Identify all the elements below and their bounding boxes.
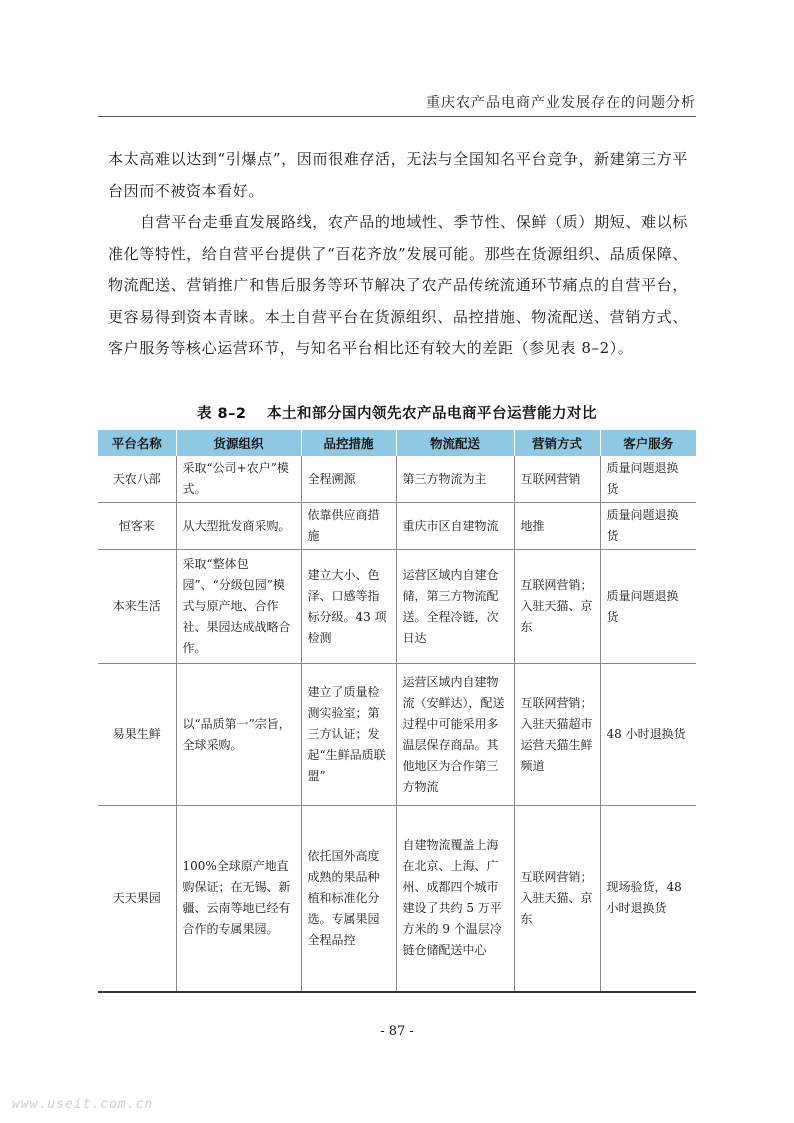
table-row	[98, 806, 696, 992]
watermark: www.useit.com.cn	[12, 1097, 154, 1112]
header-sourcing: 货源组织	[176, 430, 301, 456]
cell-platform-name: 恒客来	[98, 503, 176, 550]
paragraph-1: 本太高难以达到“引爆点”，因而很难存活，无法与全国知名平台竞争，新建第三方平台因而不被资本看好。	[108, 150, 688, 200]
cell-sourcing: 采取“整体包园”、“分级包园”模式与原产地、合作社、果园达成战略合作。	[176, 550, 301, 664]
header-platform-name: 平台名称	[98, 430, 176, 456]
cell-quality-control: 建立大小、色泽、口感等指标分级。43 项检测	[301, 550, 396, 664]
cell-quality-control: 依靠供应商措施	[301, 503, 396, 550]
header-rule	[98, 116, 696, 117]
table-row	[98, 550, 696, 664]
cell-customer-service: 质量问题退换货	[600, 550, 696, 664]
cell-logistics: 重庆市区自建物流	[396, 503, 514, 550]
paragraph-2: 自营平台走垂直发展路线，农产品的地域性、季节性、保鲜（质）期短、难以标准化等特性，给自营平台提供了“百花齐放”发展可能。那些在货源组织、品质保障、物流配送、营销推广和售后服务等环节解决了农产品传统流通环节痛点的自营平台，更容易得到资本青睐。本土自营平台在货源组织、品控措施、物流配送、营销方式、客户服务等核心运营环节，与知名平台相比还有较大的差距（参见表 8–2）。	[108, 213, 688, 357]
cell-platform-name: 天农八部	[98, 456, 176, 503]
header-customer-service: 客户服务	[600, 430, 696, 456]
cell-logistics: 运营区域内自建仓储，第三方物流配送。全程冷链，次日达	[396, 550, 514, 664]
comparison-table	[98, 430, 696, 993]
cell-sourcing: 100%全球原产地直购保证；在无锡、新疆、云南等地已经有合作的专属果园。	[176, 806, 301, 992]
page-number: - 87 -	[380, 1024, 414, 1039]
cell-marketing: 互联网营销；入驻天猫、京东	[514, 806, 600, 992]
table-header-row	[98, 430, 696, 456]
cell-marketing: 互联网营销；入驻天猫超市运营天猫生鲜频道	[514, 664, 600, 806]
table-caption: 表 8–2 本土和部分国内领先农产品电商平台运营能力对比	[196, 406, 598, 422]
cell-logistics: 运营区域内自建物流（安鲜达），配送过程中可能采用多温层保存商品。其他地区为合作第三方物流	[396, 664, 514, 806]
cell-platform-name: 本来生活	[98, 550, 176, 664]
cell-quality-control: 依托国外高度成熟的果品种植和标准化分选。专属果园全程品控	[301, 806, 396, 992]
cell-quality-control: 全程溯源	[301, 456, 396, 503]
cell-platform-name: 易果生鲜	[98, 664, 176, 806]
cell-marketing: 互联网营销；入驻天猫、京东	[514, 550, 600, 664]
cell-customer-service: 现场验货，48 小时退换货	[600, 806, 696, 992]
cell-logistics: 第三方物流为主	[396, 456, 514, 503]
cell-sourcing: 以“品质第一”宗旨，全球采购。	[176, 664, 301, 806]
running-header: 重庆农产品电商产业发展存在的问题分析	[426, 95, 696, 111]
cell-marketing: 互联网营销	[514, 456, 600, 503]
table-row	[98, 503, 696, 550]
cell-customer-service: 质量问题退换货	[600, 503, 696, 550]
header-marketing: 营销方式	[514, 430, 600, 456]
cell-customer-service: 质量问题退换货	[600, 456, 696, 503]
header-logistics: 物流配送	[396, 430, 514, 456]
cell-quality-control: 建立了质量检测实验室；第三方认证；发起“生鲜品质联盟”	[301, 664, 396, 806]
header-quality-control: 品控措施	[301, 430, 396, 456]
table-row	[98, 664, 696, 806]
cell-customer-service: 48 小时退换货	[600, 664, 696, 806]
cell-sourcing: 从大型批发商采购。	[176, 503, 301, 550]
cell-sourcing: 采取“公司+农户”模式。	[176, 456, 301, 503]
cell-marketing: 地推	[514, 503, 600, 550]
cell-platform-name: 天天果园	[98, 806, 176, 992]
cell-logistics: 自建物流覆盖上海在北京、上海、广州、成都四个城市建设了共约 5 万平方米的 9 个温层冷链仓储配送中心	[396, 806, 514, 992]
table-row	[98, 456, 696, 503]
